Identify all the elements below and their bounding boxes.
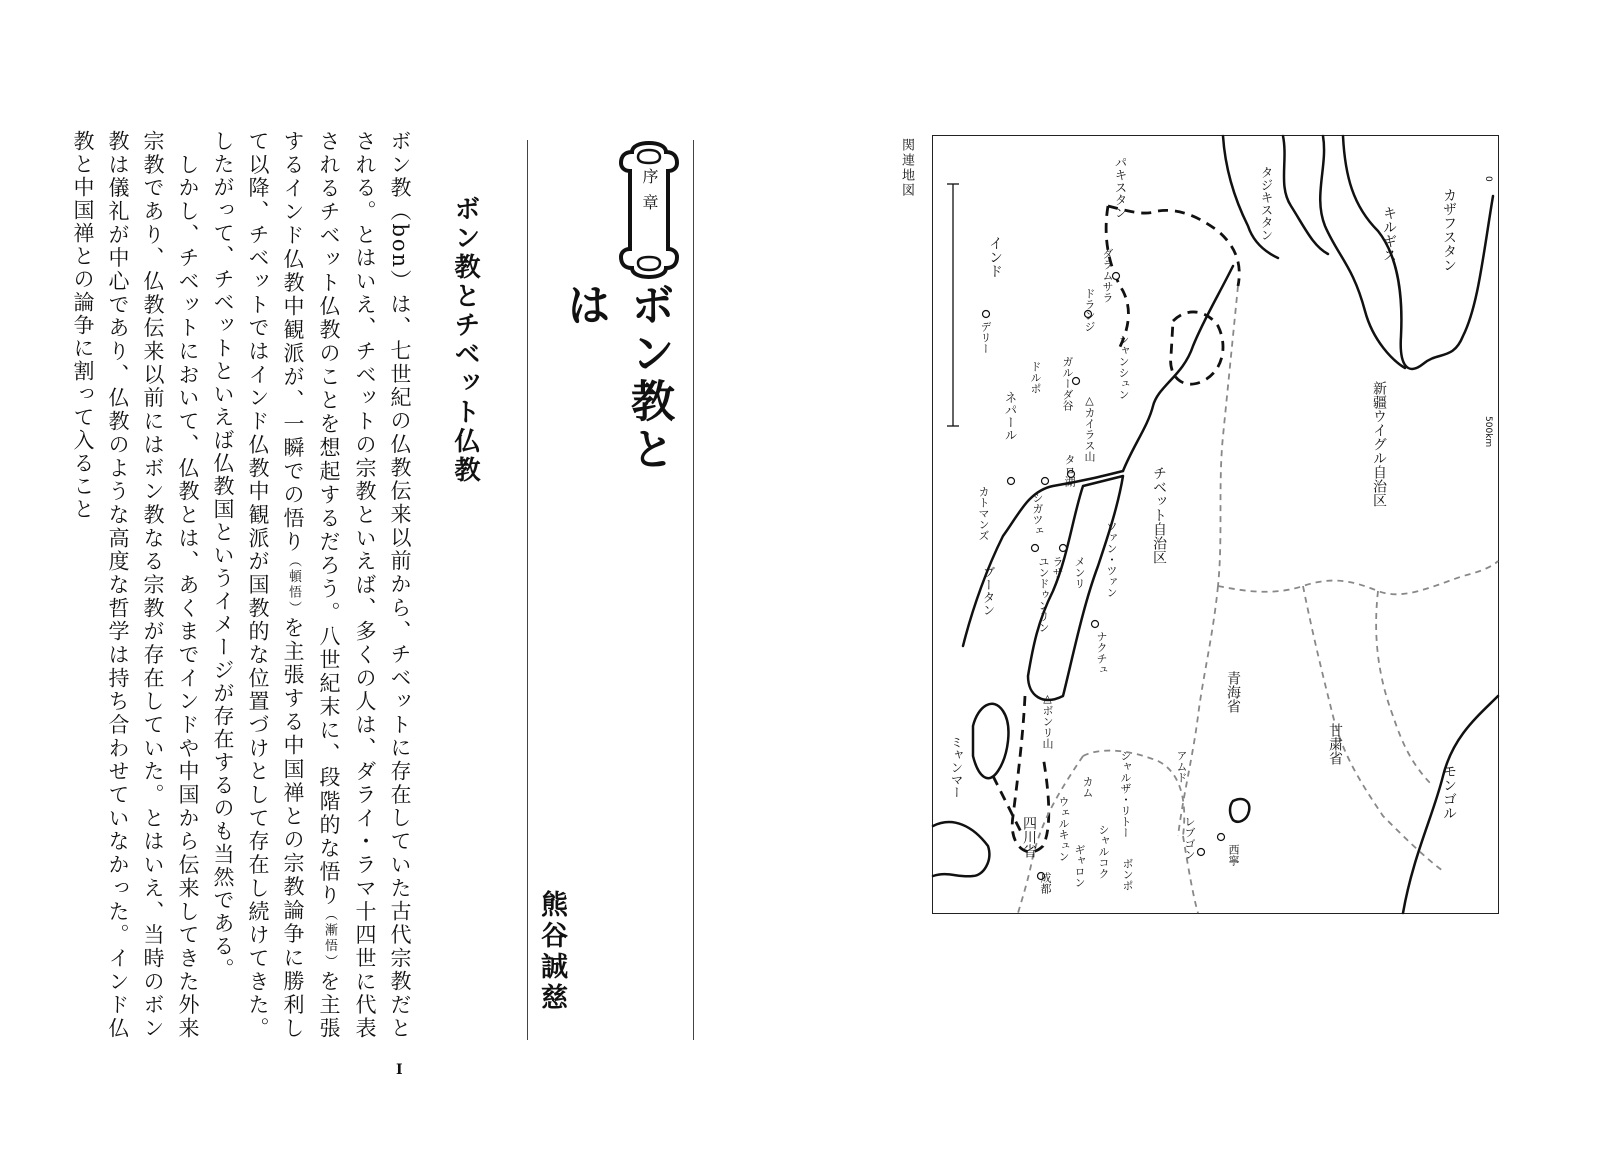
label-gyalrong: ギャロン	[1073, 844, 1086, 888]
label-delhi: デリー	[979, 321, 992, 354]
label-bonpo: ボンポ	[1121, 858, 1134, 891]
label-bhutan: ブータン	[981, 566, 996, 616]
label-pakistan: パキスタン	[1113, 156, 1128, 219]
label-qinghai: 青海省	[1225, 671, 1241, 713]
label-nakchu: ナクチュ	[1095, 631, 1108, 675]
paragraph-1: ボン教（bon）は、七世紀の仏教伝来以前から、チベットに存在していた古代宗教だとされる。とはいえ、チベットの宗教といえば、多くの人は、ダライ・ラマ十四世に代表されるチベット仏教のことを想起するだろう。八世紀末に、段階的な悟り（漸悟）を主張するインド仏教中観派が、一瞬での悟り（頓悟）を主張する中国禅との宗教論争に勝利して以降、チベットではインド仏教中観派が国教的な位置づけとして存在し続けてきた。したがって、チベットといえば仏教国というイメージが存在するのも当然である。	[211, 130, 412, 1041]
label-lhasa: ラサ	[1051, 556, 1064, 578]
region-map	[932, 135, 1499, 914]
label-kazakhstan: カザフスタン	[1441, 188, 1457, 272]
scale-zero: 0	[1483, 176, 1493, 182]
label-bonri: △ボンリ山	[1041, 692, 1054, 749]
label-rebgong: レブゴン	[1183, 816, 1196, 860]
annotation-sudden: （頓悟）	[286, 554, 301, 617]
label-kailash: △カイラス山	[1083, 394, 1096, 462]
label-tsang-tsang: ツァン・ツァン	[1105, 521, 1118, 598]
label-kathmandu: カトマンズ	[977, 486, 990, 541]
chapter-badge	[618, 140, 680, 280]
map-borders-icon	[933, 136, 1498, 913]
label-india: インド	[987, 236, 1003, 278]
label-gansu: 甘粛省	[1327, 723, 1343, 765]
label-myanmar: ミャンマー	[949, 736, 964, 799]
label-sharkhog: シャルコク	[1097, 824, 1110, 879]
label-xinjiang: 新疆ウイグル自治区	[1371, 381, 1387, 507]
label-yungdrung-ling: ユンドゥンリン	[1037, 556, 1050, 633]
author-name: 熊谷誠慈	[536, 890, 567, 1014]
label-amdo: アムド	[1175, 750, 1188, 783]
label-mongolia: モンゴル	[1441, 764, 1457, 820]
label-chengdu: 成都	[1039, 872, 1052, 894]
label-kham: カム	[1081, 776, 1094, 798]
label-kyrgyz: キルギス	[1381, 206, 1397, 262]
label-darok-lake: タロ湖	[1063, 454, 1076, 487]
page-number: I	[396, 1062, 403, 1078]
annotation-gradual: （漸悟）	[322, 907, 337, 970]
label-garuda-valley: ガルーダ谷	[1061, 356, 1074, 411]
label-xining: 西寧	[1227, 844, 1240, 866]
label-dolanji: ドランジ	[1083, 288, 1096, 332]
body-text	[71, 130, 417, 1041]
label-sharsa-ritro: シャルザ・リトー	[1119, 750, 1132, 838]
label-tibet: チベット自治区	[1151, 466, 1167, 564]
label-dharamsala: ダラムサラ	[1101, 248, 1114, 303]
label-welkyung: ウェルキュン	[1057, 796, 1070, 862]
label-dolpo: ドルポ	[1029, 361, 1042, 394]
map-caption: 関連地図	[899, 138, 914, 198]
label-nepal: ネパール	[1003, 391, 1018, 441]
label-zhangzhung: シャンシュン	[1117, 334, 1130, 400]
label-tajikistan: タジキスタン	[1259, 166, 1274, 241]
chapter-title: ボン教とは	[559, 282, 674, 474]
label-sichuan: 四川省	[1021, 816, 1037, 858]
chapter-divider-line	[693, 140, 694, 1040]
label-menri: メンリ	[1073, 556, 1086, 589]
label-shigatse: シガツェ	[1031, 492, 1044, 536]
chapter-label: 序章	[640, 168, 659, 220]
section-heading: ボン教とチベット仏教	[450, 195, 480, 485]
paragraph-2: しかし、チベットにおいて、仏教とは、あくまでインドや中国から伝来してきた外来宗教であり、仏教伝来以前にはボン教なる宗教が存在していた。とはいえ、当時のボン教は儀礼が中心であり、仏教のような高度な哲学は持ち合わせていなかった。インド仏教と中国禅との論争に割って入ること	[71, 130, 200, 1041]
scale-max: 500km	[1483, 416, 1493, 448]
